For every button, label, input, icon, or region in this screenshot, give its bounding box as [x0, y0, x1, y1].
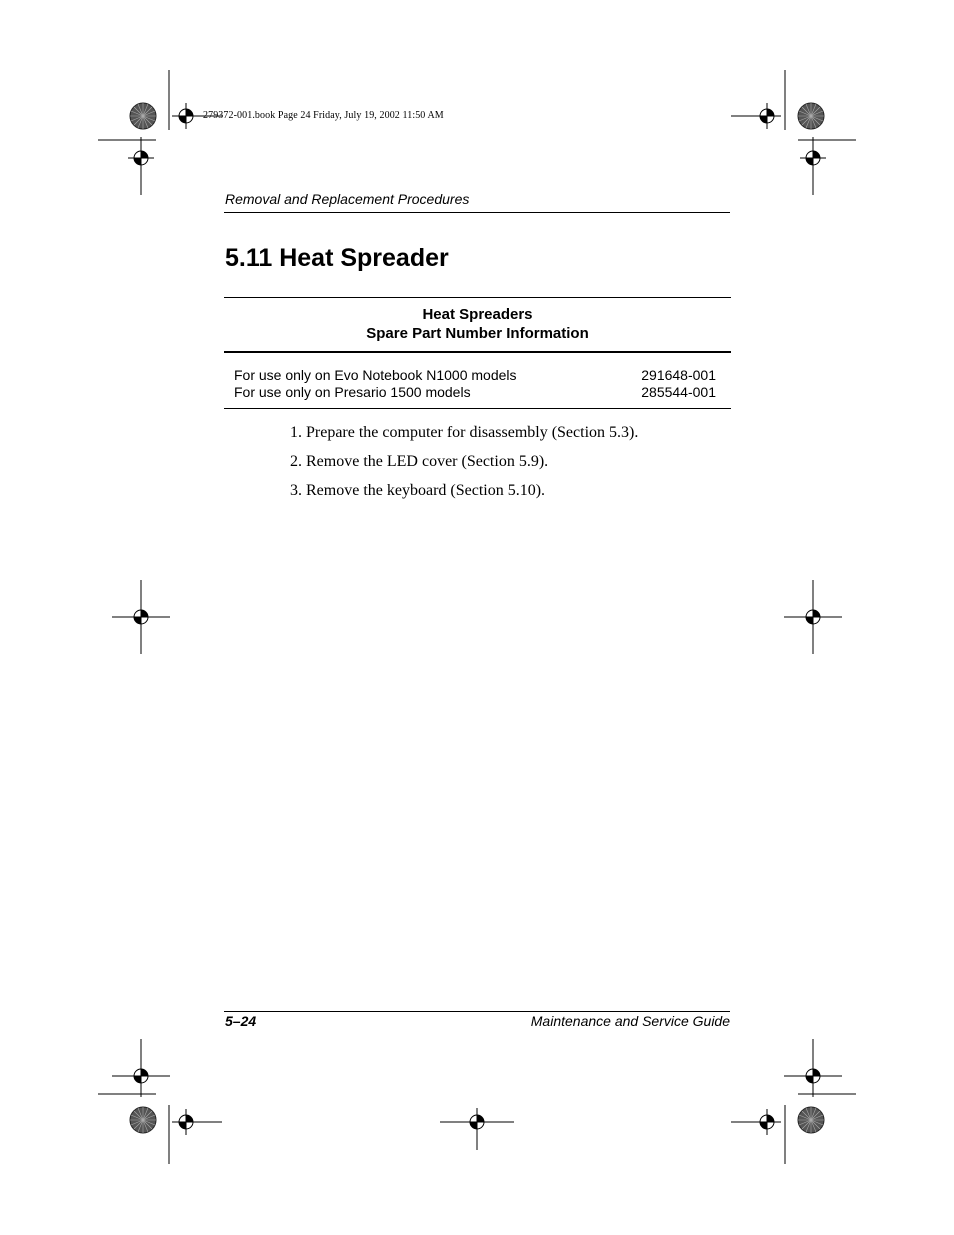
table-top-rule — [224, 297, 731, 298]
step-item: 3. Remove the keyboard (Section 5.10). — [290, 482, 546, 499]
print-slug: 279372-001.book Page 24 Friday, July 19, 2002 11:50 AM — [203, 110, 444, 121]
footer-rule — [224, 1011, 730, 1012]
row-part-number: 285544-001 — [641, 384, 716, 400]
table-bottom-rule — [224, 408, 731, 409]
row-part-number: 291648-001 — [641, 367, 716, 383]
step-item: 1. Prepare the computer for disassembly (Section 5.3). — [290, 424, 639, 441]
header-rule — [224, 212, 730, 213]
table-row — [234, 367, 716, 383]
guide-title: Maintenance and Service Guide — [530, 1013, 730, 1029]
row-description: For use only on Evo Notebook N1000 models — [234, 367, 517, 383]
page-number: 5–24 — [225, 1013, 257, 1029]
row-description: For use only on Presario 1500 models — [234, 384, 471, 400]
table-header-rule — [224, 351, 731, 353]
table-heading-line2: Spare Part Number Information — [366, 325, 589, 342]
table-row — [234, 384, 716, 400]
step-item: 2. Remove the LED cover (Section 5.9). — [290, 453, 549, 470]
page-title: 5.11 Heat Spreader — [225, 244, 449, 272]
running-header: Removal and Replacement Procedures — [225, 191, 470, 207]
table-heading-line1: Heat Spreaders — [422, 306, 533, 323]
